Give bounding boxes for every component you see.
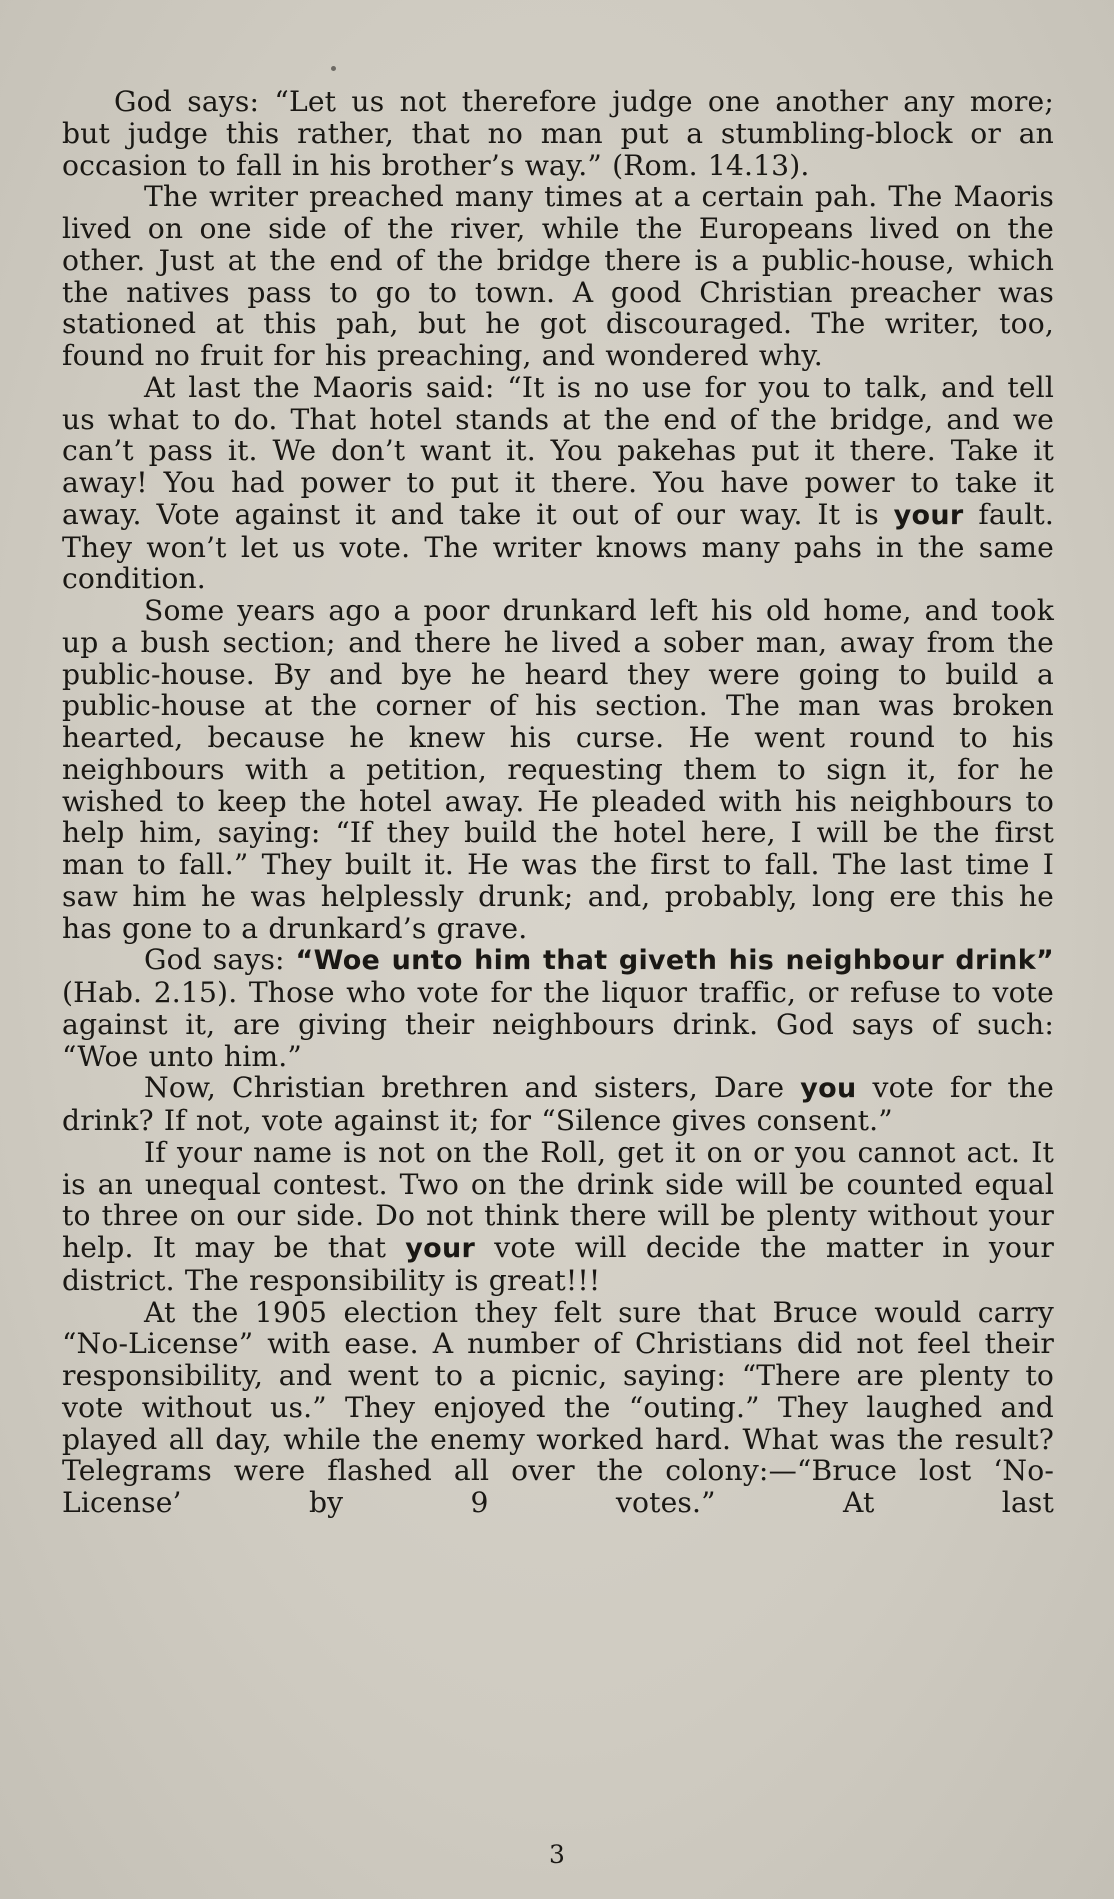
paragraph-dare-you <box>62 1072 1054 1137</box>
text-run: fault. They won’t let us vote. The writer knows many pahs in the same condition. <box>62 497 1054 596</box>
paragraph-maoris-said <box>62 372 1054 595</box>
emphasis-your: your <box>893 499 964 531</box>
text-run: (Hab. 2.15). Those who vote for the liquor traffic, or refuse to vote against it, are giving their neighbours drink. God says of such: “Woe unto him.” <box>62 976 1054 1073</box>
body-text <box>62 86 1054 1519</box>
paragraph-roll <box>62 1137 1054 1297</box>
paragraph-pah: The writer preached many times at a certain pah. The Maoris lived on one side of the river, while the Europeans lived on the other. Just at the end of the bridge there is a public-house, which the natives pass to go to town. A good Christian preacher was stationed at this pah, but he got discouraged. The writer, too, found no fruit for his preaching, and wondered why. <box>62 180 1054 372</box>
paragraph-habakkuk <box>62 944 1054 1072</box>
text-run: vote for the drink? If not, vote against it; for “Silence gives consent.” <box>62 1071 1054 1137</box>
text-run: Now, Christian brethren and sisters, Dare <box>144 1071 801 1105</box>
text-run: vote will decide the matter in your district. The responsibility is great!!! <box>62 1231 1054 1297</box>
text-run: At last the Maoris said: “It is no use for you to talk, and tell us what to do. That hotel stands at the end of the bridge, and we can’t pass it. We don’t want it. You pakehas put it there. Take it away! You had power to put it there. You have power to take it away. Vote against it and take it out of our way. It is <box>62 370 1054 531</box>
emphasis-you: you <box>800 1073 857 1105</box>
emphasis-woe-quote: “Woe unto him that giveth his neighbour drink” <box>295 945 1055 977</box>
paragraph-drunkard: Some years ago a poor drunkard left his old home, and took up a bush section; and there he lived a sober man, away from the public-house. By and bye he heard they were going to build a public-house at the corner of his section. The man was broken hearted, because he knew his curse. He went round to his neighbours with a petition, requesting them to sign it, for he wished to keep the hotel away. He pleaded with his neighbours to help him, saying: “If they build the hotel here, I will be the first man to fall.” They built it. He was the first to fall. The last time I saw him he was helplessly drunk; and, probably, long ere this he has gone to a drunkard’s grave. <box>62 594 1054 945</box>
emphasis-your-vote: your <box>405 1233 476 1264</box>
text-run: God says: <box>144 943 296 977</box>
paper-speck <box>331 66 336 71</box>
page-number: 3 <box>549 1840 565 1869</box>
paragraph-romans: God says: “Let us not therefore judge one another any more; but judge this rather, that no man put a stumbling-block or an occasion to fall in his brother’s way.” (Rom. 14.13). <box>62 85 1054 182</box>
text-run: If your name is not on the Roll, get it on or you cannot act. It is an unequal contest. Two on the drink side will be counted equal to three on our side. Do not think there will be plenty without your help. It may be that <box>62 1135 1054 1264</box>
paragraph-1905-election: At the 1905 election they felt sure that Bruce would carry “No-License” with ease. A number of Christians did not feel their responsibility, and went to a picnic, saying: “There are plenty to vote without us.” They enjoyed the “outing.” They laughed and played all day, while the enemy worked hard. What was the result? Telegrams were flashed all over the colony:—“Bruce lost ‘No-License’ by 9 votes.” At last <box>62 1295 1054 1519</box>
